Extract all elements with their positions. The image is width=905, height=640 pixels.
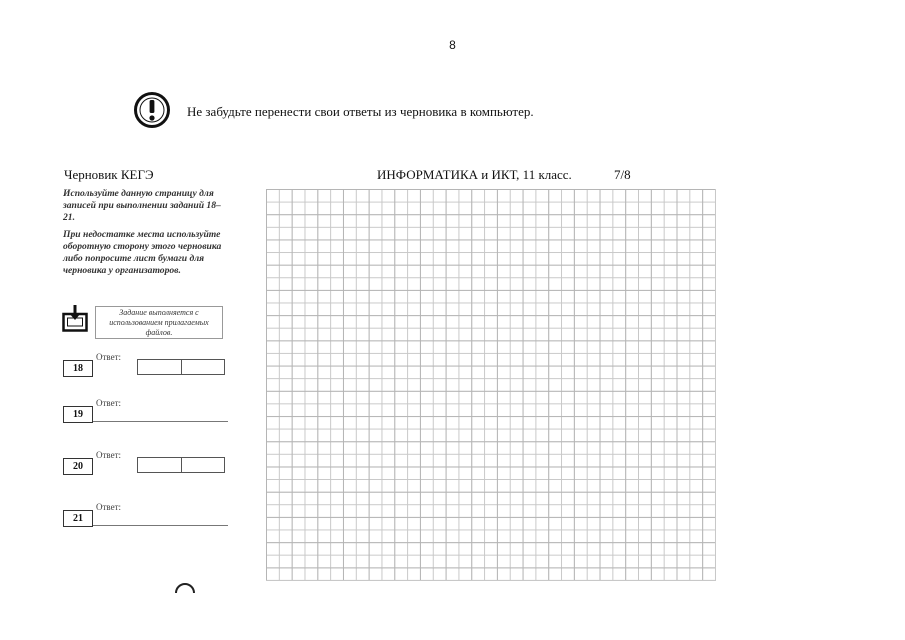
answer-label: Ответ: bbox=[96, 450, 122, 460]
task-number: 21 bbox=[63, 510, 93, 527]
task-18 bbox=[63, 352, 228, 382]
subject-title: ИНФОРМАТИКА и ИКТ, 11 класс. bbox=[377, 167, 572, 182]
task-number: 20 bbox=[63, 458, 93, 475]
circle-icon-partial bbox=[174, 582, 196, 594]
answer-line bbox=[93, 525, 228, 526]
grid-overlay bbox=[266, 189, 715, 580]
task-19 bbox=[63, 398, 228, 428]
file-note-text: Задание выполняется с использованием прилагаемых файлов. bbox=[95, 306, 223, 339]
exclamation-circle-icon bbox=[133, 91, 171, 129]
answer-label: Ответ: bbox=[96, 398, 122, 408]
instruction-text: При недостатке места используйте оборотную сторону этого черновика либо попросите лист бумаги для черновика у организаторов. bbox=[63, 229, 222, 276]
instructions bbox=[63, 188, 228, 283]
task-number: 18 bbox=[63, 360, 93, 377]
answer-cells bbox=[137, 359, 225, 375]
draft-grid bbox=[266, 189, 716, 581]
answer-label: Ответ: bbox=[96, 352, 122, 362]
file-note bbox=[62, 304, 227, 342]
answer-label: Ответ: bbox=[96, 502, 122, 512]
instruction-text: Используйте данную страницу для записей при выполнении заданий 18–21. bbox=[63, 188, 221, 223]
download-file-icon bbox=[62, 304, 88, 332]
task-number: 19 bbox=[63, 406, 93, 423]
answer-line bbox=[93, 421, 228, 422]
task-21 bbox=[63, 502, 228, 532]
page-number: 8 bbox=[449, 38, 456, 52]
task-20 bbox=[63, 450, 228, 480]
draft-title: Черновик КЕГЭ bbox=[64, 167, 154, 182]
page-counter: 7/8 bbox=[614, 167, 631, 182]
warning-text: Не забудьте перенести свои ответы из черновика в компьютер. bbox=[187, 104, 534, 119]
answer-cells bbox=[137, 457, 225, 473]
